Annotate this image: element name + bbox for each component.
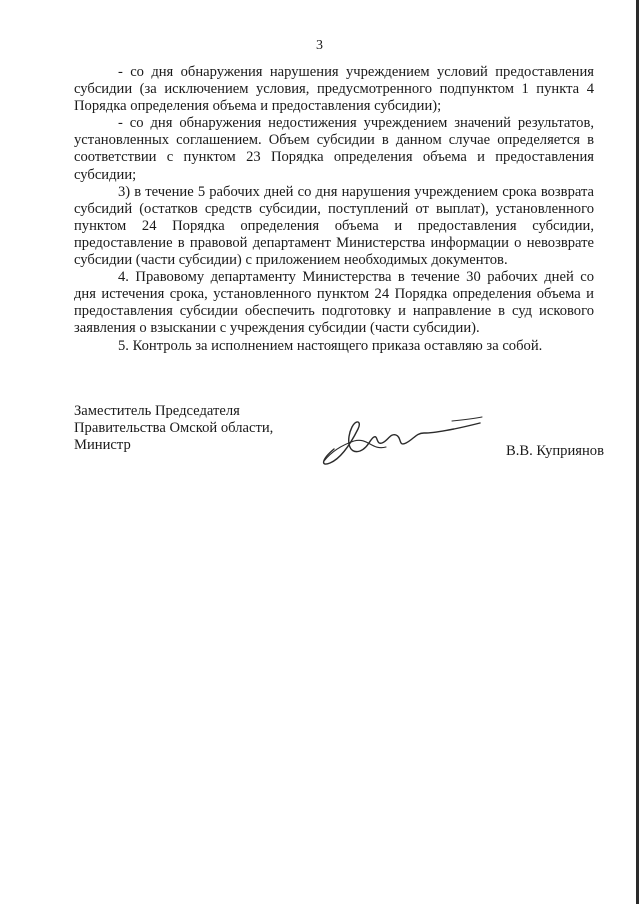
paragraph-item-3: 3) в течение 5 рабочих дней со дня нарушения учреждением срока возврата субсидий (остатков средств субсидии, поступлений от выплат), установленного пунктом 24 Порядка определения объема и предоставления субсидии, предоставление в правовой департамент Министерства информации о невозврате субсидии (части субсидии) с приложением необходимых документов. — [74, 183, 594, 269]
signatory-position: Заместитель Председателя Правительства Омской области, Министр — [74, 403, 274, 454]
paragraph-violation-conditions: - со дня обнаружения нарушения учреждением условий предоставления субсидии (за исключением условия, предусмотренного подпунктом 1 пункта 4 Порядка определения объема и предоставления субсидии); — [74, 64, 594, 115]
signatory-name: В.В. Куприянов — [506, 443, 604, 459]
paragraph-item-5: 5. Контроль за исполнением настоящего приказа оставляю за собой. — [118, 337, 543, 354]
signature-block — [74, 403, 604, 483]
paragraph-results-not-achieved: - со дня обнаружения недостижения учреждением значений результатов, установленных соглашением. Объем субсидии в данном случае определяется в соответствии с пунктом 23 Порядка определения объема и предоставления субсидии; — [74, 115, 594, 183]
paragraph-item-4: 4. Правовому департаменту Министерства в течение 30 рабочих дней со дня истечения срока, установленного пунктом 24 Порядка определения объема и предоставления субсидии обеспечить подготовку и направление в суд искового заявления о взыскании с учреждения субсидии (части субсидии). — [74, 269, 594, 337]
page-number: 3 — [316, 38, 323, 53]
document-body — [74, 64, 594, 355]
handwritten-signature — [312, 411, 492, 471]
